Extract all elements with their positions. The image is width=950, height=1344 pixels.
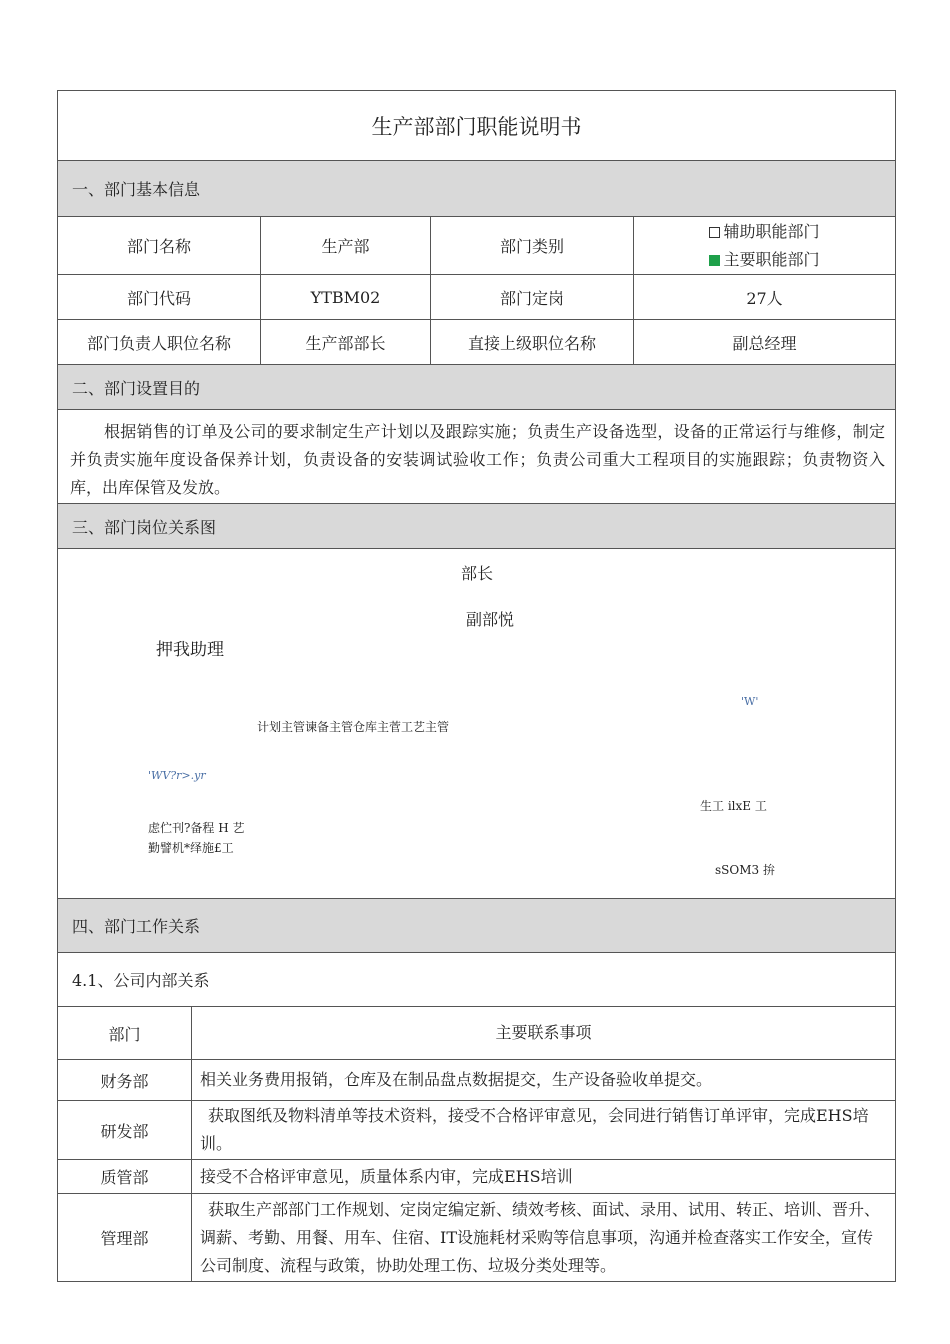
row-dept: 管理部 bbox=[58, 1194, 192, 1281]
org-garbled-mark-1: 'W' bbox=[741, 695, 759, 708]
row-items: 相关业务费用报销，仓库及在制品盘点数据提交，生产设备验收单提交。 bbox=[200, 1070, 713, 1089]
org-node-supervisors: 计划主管谏备主管仓库主菅工艺主管 bbox=[257, 720, 450, 734]
basic-row-code bbox=[58, 275, 895, 320]
org-node-director: 部长 bbox=[461, 564, 494, 583]
dept-code-label: 部门代码 bbox=[58, 275, 261, 319]
document-form bbox=[57, 90, 896, 1282]
dept-name-label: 部门名称 bbox=[58, 217, 261, 274]
row-dept: 研发部 bbox=[58, 1101, 192, 1159]
dept-type-label: 部门类别 bbox=[431, 217, 634, 274]
dept-head-value: 生产部部长 bbox=[261, 320, 431, 364]
org-garbled-node-1: 生工 ilxE 工 bbox=[700, 799, 767, 813]
dept-name-value: 生产部 bbox=[261, 217, 431, 274]
table-row bbox=[58, 1101, 895, 1160]
org-garbled-node-3: 勤譬机*绎施£工 bbox=[148, 841, 234, 855]
dept-head-label: 部门负责人职位名称 bbox=[58, 320, 261, 364]
dept-staff-label: 部门定岗 bbox=[431, 275, 634, 319]
section-org-chart: 三、部门岗位关系图 bbox=[58, 504, 895, 549]
col-header-dept: 部门 bbox=[58, 1007, 192, 1059]
relations-header bbox=[58, 1007, 895, 1060]
table-row bbox=[58, 1194, 895, 1282]
section-purpose: 二、部门设置目的 bbox=[58, 365, 895, 410]
type-option-aux-label: 辅助职能部门 bbox=[723, 221, 820, 241]
section-work-relations: 四、部门工作关系 bbox=[58, 899, 895, 953]
row-dept: 质管部 bbox=[58, 1160, 192, 1193]
section-basic-info: 一、部门基本信息 bbox=[58, 161, 895, 217]
basic-row-head bbox=[58, 320, 895, 365]
org-node-assistant: 押我助理 bbox=[156, 640, 224, 660]
row-items: 获取生产部部门工作规划、定岗定编定新、绩效考核、面试、录用、试用、转正、培训、晋升、调薪、考勤、用餐、用车、住宿、IT设施耗材采购等信息事项，沟通并检查落实工作安全，宣传公司制度、流程与政策，协助处理工伤、垃圾分类处理等。 bbox=[200, 1199, 881, 1275]
type-option-main-label: 主要职能部门 bbox=[723, 249, 820, 269]
superior-label: 直接上级职位名称 bbox=[431, 320, 634, 364]
checked-box-icon bbox=[709, 255, 720, 266]
org-garbled-mark-2: 'WV?r>.yr bbox=[148, 769, 206, 782]
org-node-deputy: 副部悦 bbox=[466, 610, 515, 629]
table-row bbox=[58, 1160, 895, 1194]
row-dept: 财务部 bbox=[58, 1060, 192, 1100]
internal-relations-subtitle: 4.1、公司内部关系 bbox=[58, 953, 895, 1007]
col-header-items: 主要联系事项 bbox=[495, 1023, 592, 1042]
org-chart-area bbox=[58, 549, 895, 899]
org-garbled-node-2: 虑伫刊?备程 H 艺 bbox=[148, 821, 245, 835]
dept-type-options bbox=[634, 217, 895, 274]
org-garbled-node-4: sSOM3 拚 bbox=[715, 863, 775, 877]
row-items: 接受不合格评审意见，质量体系内审，完成EHS培训 bbox=[200, 1166, 573, 1186]
superior-value: 副总经理 bbox=[732, 333, 797, 353]
basic-row-name bbox=[58, 217, 895, 275]
type-option-aux[interactable] bbox=[709, 218, 819, 246]
unchecked-box-icon bbox=[709, 227, 720, 238]
table-row bbox=[58, 1060, 895, 1101]
row-items: 获取图纸及物料清单等技术资料，接受不合格评审意见，会同进行销售订单评审，完成EHS培训。 bbox=[200, 1106, 869, 1153]
dept-code-value: YTBM02 bbox=[261, 275, 431, 319]
type-option-main[interactable] bbox=[709, 246, 819, 274]
document-title: 生产部部门职能说明书 bbox=[58, 91, 895, 161]
purpose-text: 根据销售的订单及公司的要求制定生产计划以及跟踪实施；负责生产设备选型，设备的正常运行与维修，制定并负责实施年度设备保养计划，负责设备的安装调试验收工作；负责公司重大工程项目的实施跟踪；负责物资入库，出库保管及发放。 bbox=[58, 410, 895, 504]
dept-staff-value: 27人 bbox=[746, 288, 783, 308]
